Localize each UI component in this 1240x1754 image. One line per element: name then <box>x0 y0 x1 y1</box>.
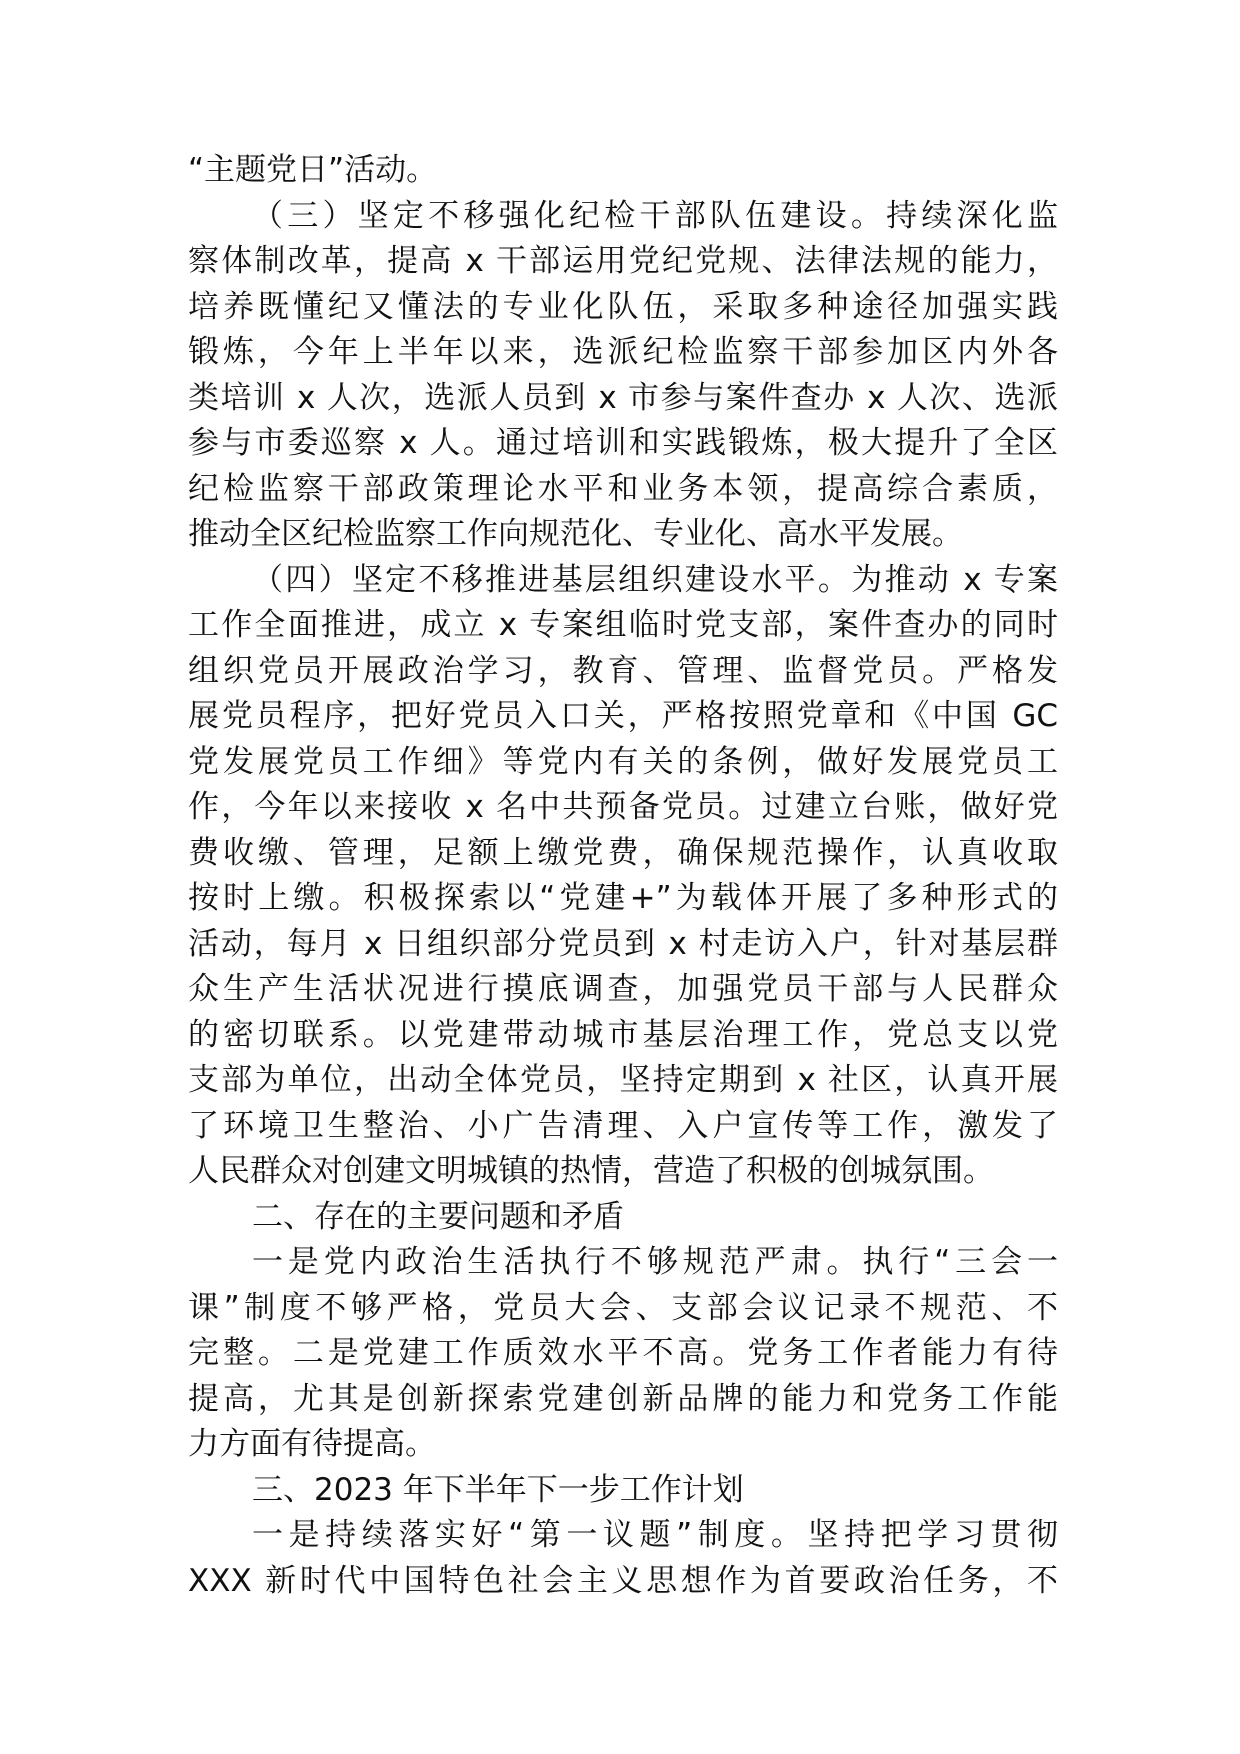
section-heading-line: （四）坚定不移推进基层组织建设水平。为推动 x 专案 <box>252 561 1058 598</box>
text-line: 众生产生活状况进行摸底调查，加强党员干部与人民群众 <box>188 971 1058 1007</box>
text-line: 支部为单位，出动全体党员，坚持定期到 x 社区，认真开展 <box>188 1062 1058 1098</box>
text-line: 工作全面推进，成立 x 专案组临时党支部，案件查办的同时 <box>188 607 1058 643</box>
text-line: 类培训 x 人次，选派人员到 x 市参与案件查办 x 人次、选派 <box>188 379 1058 416</box>
section-heading-line: 三、2023 年下半年下一步工作计划 <box>252 1471 744 1508</box>
text-line: 费收缴、管理，足额上缴党费，确保规范操作，认真收取 <box>188 834 1058 871</box>
text-line: 完整。二是党建工作质效水平不高。党务工作者能力有待 <box>188 1335 1058 1371</box>
text-line: 察体制改革，提高 x 干部运用党纪党规、法律法规的能力， <box>188 243 1058 279</box>
text-line: 推动全区纪检监察工作向规范化、专业化、高水平发展。 <box>188 516 963 552</box>
text-line: 力方面有待提高。 <box>188 1426 436 1462</box>
text-line: 参与市委巡察 x 人。通过培训和实践锻炼，极大提升了全区 <box>188 425 1058 461</box>
text-line: 作，今年以来接收 x 名中共预备党员。过建立台账，做好党 <box>188 789 1058 825</box>
text-line: 组织党员开展政治学习，教育、管理、监督党员。严格发 <box>188 652 1058 689</box>
body-text <box>188 148 1058 1604</box>
text-line: 一是党内政治生活执行不够规范严肃。执行“三会一 <box>252 1244 1058 1280</box>
text-line: 纪检监察干部政策理论水平和业务本领，提高综合素质， <box>188 470 1058 507</box>
text-line: 按时上缴。积极探索以“党建+”为载体开展了多种形式的 <box>188 880 1058 916</box>
text-line: 展党员程序，把好党员入口关，严格按照党章和《中国 GC <box>188 698 1058 734</box>
text-line: XXX 新时代中国特色社会主义思想作为首要政治任务，不 <box>188 1562 1058 1599</box>
section-heading-line: （三）坚定不移强化纪检干部队伍建设。持续深化监 <box>252 197 1058 234</box>
text-line: 了环境卫生整治、小广告清理、入户宣传等工作，激发了 <box>188 1107 1058 1144</box>
text-line: 培养既懂纪又懂法的专业化队伍，采取多种途径加强实践 <box>188 288 1058 325</box>
text-line: 一是持续落实好“第一议题”制度。坚持把学习贯彻 <box>252 1517 1058 1553</box>
text-line: 人民群众对创建文明城镇的热情，营造了积极的创城氛围。 <box>188 1153 994 1189</box>
text-line: 锻炼，今年上半年以来，选派纪检监察干部参加区内外各 <box>188 334 1058 370</box>
text-line: 的密切联系。以党建带动城市基层治理工作，党总支以党 <box>188 1016 1058 1053</box>
text-line: 提高，尤其是创新探索党建创新品牌的能力和党务工作能 <box>188 1380 1058 1417</box>
text-line: 党发展党员工作细》等党内有关的条例，做好发展党员工 <box>188 743 1058 780</box>
text-line: 活动，每月 x 日组织部分党员到 x 村走访入户，针对基层群 <box>188 925 1058 962</box>
text-line: “主题党日”活动。 <box>188 152 438 188</box>
text-line: 课”制度不够严格，党员大会、支部会议记录不规范、不 <box>188 1289 1058 1326</box>
section-heading-line: 二、存在的主要问题和矛盾 <box>252 1198 624 1235</box>
